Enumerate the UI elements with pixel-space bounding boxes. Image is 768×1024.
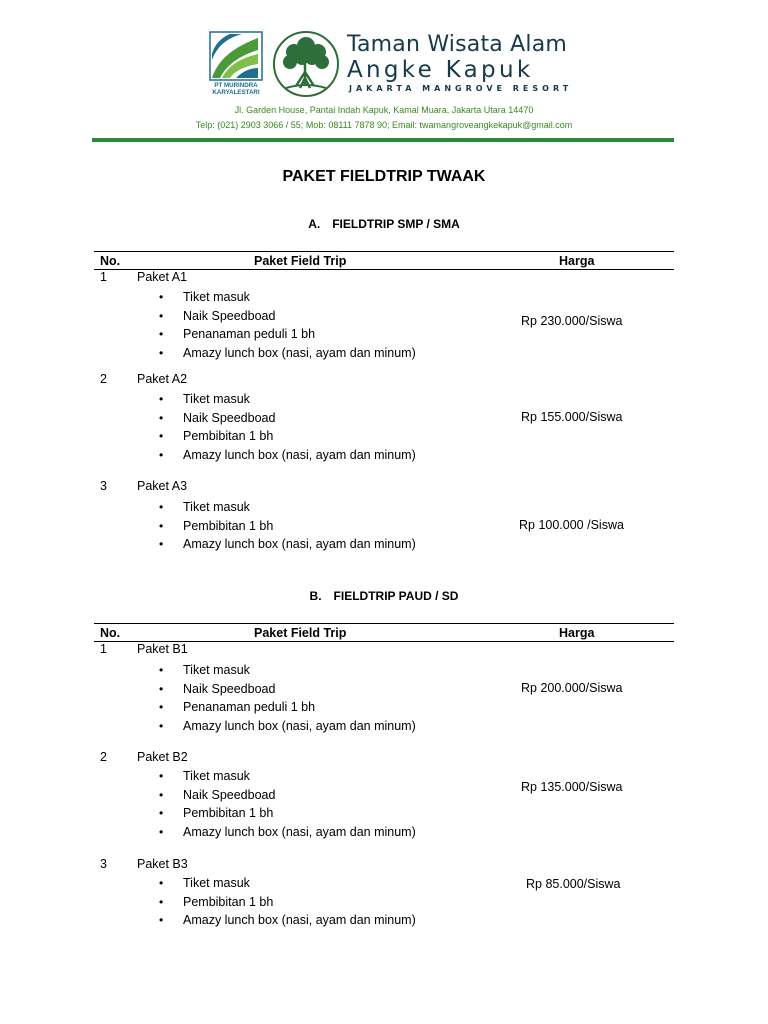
column-header-no: No. (100, 254, 121, 268)
package-items (137, 767, 416, 841)
package-name: Paket A1 (137, 270, 188, 284)
row-number: 3 (100, 479, 107, 493)
list-item: • Amazy lunch box (nasi, ayam dan minum) (137, 911, 416, 930)
package-items (137, 661, 416, 735)
column-header-package: Paket Field Trip (254, 254, 347, 268)
table-header (94, 624, 674, 642)
package-name: Paket A2 (137, 372, 188, 386)
mangrove-tree-icon (272, 30, 340, 98)
column-header-price: Harga (559, 626, 595, 640)
package-price: Rp 135.000/Siswa (521, 780, 623, 794)
list-item: • Tiket masuk (137, 288, 416, 307)
list-item: • Pembibitan 1 bh (137, 517, 416, 536)
column-header-package: Paket Field Trip (254, 626, 347, 640)
contact-line: Telp: (021) 2903 3066 / 55; Mob: 08111 7878 90; Email: twamangroveangkekapuk@gmail.com (195, 120, 573, 130)
package-price: Rp 155.000/Siswa (521, 410, 623, 424)
row-number: 2 (100, 372, 107, 386)
row-number: 1 (100, 270, 107, 284)
list-item: • Penanaman peduli 1 bh (137, 325, 416, 344)
list-item: • Amazy lunch box (nasi, ayam dan minum) (137, 535, 416, 554)
brand-subtitle: Angke Kapuk (347, 57, 534, 83)
package-price: Rp 230.000/Siswa (521, 314, 623, 328)
list-item: • Pembibitan 1 bh (137, 427, 416, 446)
letterhead-logo (208, 30, 573, 100)
section-title: FIELDTRIP SMP / SMA (332, 217, 460, 231)
list-item: • Naik Speedboad (137, 409, 416, 428)
section-letter: B. (309, 589, 322, 603)
package-items (137, 874, 416, 930)
package-name: Paket B3 (137, 857, 188, 871)
list-item: • Tiket masuk (137, 767, 416, 786)
package-items (137, 390, 416, 464)
package-name: Paket B2 (137, 750, 188, 764)
list-item: • Pembibitan 1 bh (137, 804, 416, 823)
package-price: Rp 200.000/Siswa (521, 681, 623, 695)
list-item: • Amazy lunch box (nasi, ayam dan minum) (137, 823, 416, 842)
row-number: 3 (100, 857, 107, 871)
list-item: • Amazy lunch box (nasi, ayam dan minum) (137, 717, 416, 736)
brand-title: Taman Wisata Alam (347, 32, 568, 57)
list-item: • Amazy lunch box (nasi, ayam dan minum) (137, 446, 416, 465)
table-header (94, 252, 674, 270)
section-title: FIELDTRIP PAUD / SD (333, 589, 459, 603)
column-header-price: Harga (559, 254, 595, 268)
list-item: • Pembibitan 1 bh (137, 893, 416, 912)
section-a-heading (0, 217, 768, 231)
package-name: Paket B1 (137, 642, 188, 656)
section-b-heading (0, 589, 768, 603)
list-item: • Tiket masuk (137, 498, 416, 517)
brand-tagline: JAKARTA MANGROVE RESORT (349, 84, 573, 93)
section-letter: A. (308, 217, 321, 231)
address-line: Jl. Garden House, Pantai Indah Kapuk, Kamal Muara, Jakarta Utara 14470 (234, 105, 534, 115)
package-name: Paket A3 (137, 479, 188, 493)
list-item: • Amazy lunch box (nasi, ayam dan minum) (137, 344, 416, 363)
list-item: • Naik Speedboad (137, 307, 416, 326)
list-item: • Naik Speedboad (137, 786, 416, 805)
package-price: Rp 100.000 /Siswa (519, 518, 624, 532)
list-item: • Penanaman peduli 1 bh (137, 698, 416, 717)
list-item: • Tiket masuk (137, 661, 416, 680)
package-items (137, 288, 416, 362)
row-number: 1 (100, 642, 107, 656)
list-item: • Tiket masuk (137, 874, 416, 893)
package-price: Rp 85.000/Siswa (526, 877, 621, 891)
header-divider (92, 138, 674, 142)
row-number: 2 (100, 750, 107, 764)
package-items (137, 498, 416, 554)
list-item: • Tiket masuk (137, 390, 416, 409)
page-title: PAKET FIELDTRIP TWAAK (282, 168, 486, 185)
column-header-no: No. (100, 626, 121, 640)
list-item: • Naik Speedboad (137, 680, 416, 699)
company-name: PT MURINDRA KARYALESTARI (212, 82, 260, 96)
